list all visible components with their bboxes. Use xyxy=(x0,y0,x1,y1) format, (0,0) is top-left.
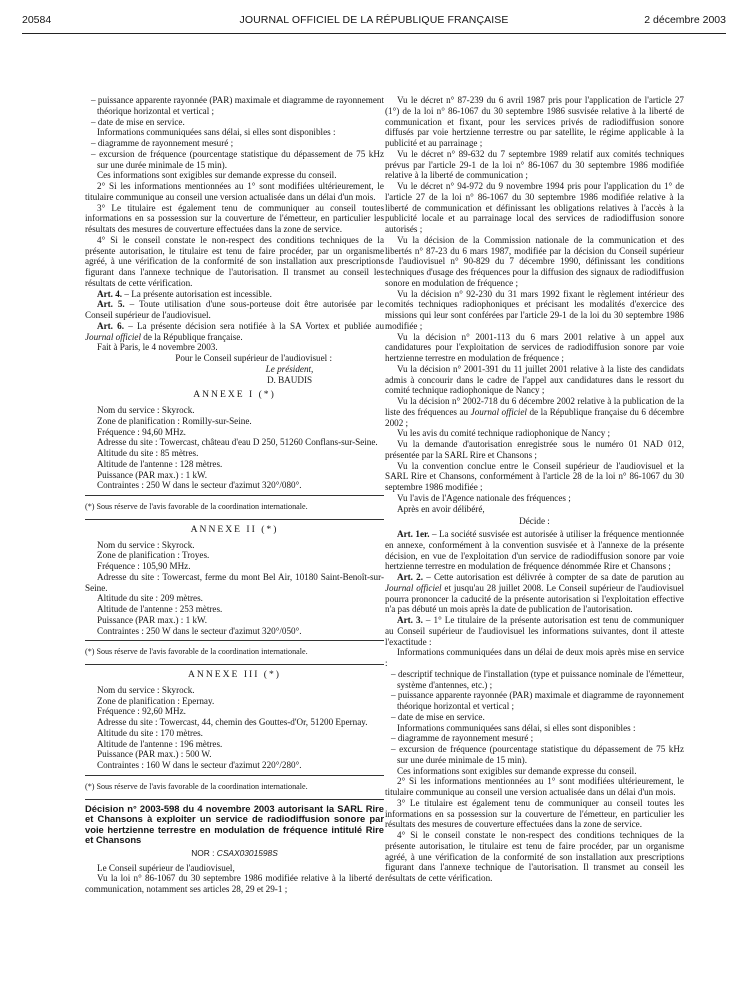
article-label: Art. 4. xyxy=(97,288,123,299)
dash-item: – diagramme de rayonnement mesuré ; xyxy=(391,733,534,744)
article-label: Art. 1er. xyxy=(397,529,430,539)
fait-line: Fait à Paris, le 4 novembre 2003. xyxy=(97,342,218,353)
article-text: – La présente décision sera notifiée à la SA Vortex et publiée au xyxy=(124,320,384,331)
article-text: – Toute utilisation d'une sous-porteuse doit être autorisée par le Conseil supérieur de l'audiovisuel. xyxy=(85,299,384,320)
annex-line: Altitude du site : 170 mètres. xyxy=(97,727,203,738)
article-label: Art. 3. xyxy=(397,615,423,625)
annex-line: Zone de planification : Troyes. xyxy=(97,550,210,561)
annex-line: Fréquence : 92,60 MHz. xyxy=(97,706,186,717)
vu-paragraph: Vu les avis du comité technique radiophonique de Nancy ; xyxy=(397,428,611,439)
paragraph: Informations communiquées dans un délai de deux mois après mise en service : xyxy=(385,647,684,668)
article-5 xyxy=(85,299,384,321)
paragraph: Ces informations sont exigibles sur demande expresse du conseil. xyxy=(97,170,337,181)
annex-line: Contraintes : 250 W dans le secteur d'azimut 320°/080°. xyxy=(97,480,302,491)
decide-heading: Décide : xyxy=(519,516,550,527)
annex-footnote: (*) Sous réserve de l'avis favorable de la coordination internationale. xyxy=(85,781,308,791)
separator-rule xyxy=(85,664,384,665)
annex-line: Altitude du site : 209 mètres. xyxy=(97,593,203,604)
page-header xyxy=(22,14,726,30)
article-text: – La présente autorisation est incessible. xyxy=(122,288,272,299)
article-label: Art. 6. xyxy=(97,320,125,331)
annex-title: ANNEXE III (*) xyxy=(187,669,281,680)
paragraph: Le Conseil supérieur de l'audiovisuel, xyxy=(97,862,235,873)
article-6 xyxy=(85,321,384,343)
paragraph: Informations communiquées sans délai, si elles sont disponibles : xyxy=(397,722,636,733)
annex-line: Adresse du site : Towercast, 44, chemin des Gouttes-d'Or, 51200 Epernay. xyxy=(97,717,368,727)
annex-line: Nom du service : Skyrock. xyxy=(97,539,195,550)
page-number: 20584 xyxy=(22,14,52,26)
annex-line: Nom du service : Skyrock. xyxy=(97,405,195,415)
article-text: – Cette autorisation est délivrée à compter de sa date de parution au xyxy=(423,572,684,582)
signatory: D. BAUDIS xyxy=(266,374,313,385)
president-title: Le président, xyxy=(265,363,314,374)
pour-line: Pour le Conseil supérieur de l'audiovisuel : xyxy=(175,353,332,363)
article-text: et jusqu'au 28 juillet 2008. Le Conseil supérieur de l'audiovisuel pourra prononcer la caducité de la présente autorisation si l'exploitation effective n'a pas débuté un mois après la date de publication de l'autorisation. xyxy=(385,582,684,615)
annex-line: Puissance (PAR max.) : 1 kW. xyxy=(97,469,208,480)
vu-paragraph: Vu la décision n° 2001-391 du 11 juillet 2001 relative à la liste des candidats admis à concourir dans le cadre de l'appel aux candidatures dans le ressort du comité technique radiophonique de Nancy ; xyxy=(385,363,684,396)
journal-name: Journal officiel xyxy=(385,582,442,593)
paragraph: 2° Si les informations mentionnées au 1° sont modifiées ultérieurement, le titulaire communique au conseil une version actualisée dans un délai d'un mois. xyxy=(385,776,684,797)
separator-rule xyxy=(85,799,384,800)
annex-line: Fréquence : 94,60 MHz. xyxy=(97,426,186,437)
annex-line: Altitude de l'antenne : 128 mètres. xyxy=(97,458,223,469)
dash-item: – puissance apparente rayonnée (PAR) maximale et diagramme de rayonnement théorique horizontal et vertical ; xyxy=(91,95,384,116)
paragraph: Ces informations sont exigibles sur demande expresse du conseil. xyxy=(397,765,637,776)
dash-item: – date de mise en service. xyxy=(91,116,185,127)
article-label: Art. 5. xyxy=(97,299,125,310)
article-3 xyxy=(385,615,684,647)
dash-item: – excursion de fréquence (pourcentage statistique du dépassement de 75 kHz sur une durée minimale de 15 min). xyxy=(91,148,384,170)
journal-title: JOURNAL OFFICIEL DE LA RÉPUBLIQUE FRANÇAISE xyxy=(239,14,509,26)
nor-code: CSAX0301598S xyxy=(216,847,278,858)
separator-rule xyxy=(85,495,384,496)
annex-line: Fréquence : 105,90 MHz. xyxy=(97,561,191,571)
paragraph: 3° Le titulaire est également tenu de communiquer au conseil toutes les informations en sa possession sur la couverture de l'émetteur, en particulier les résultats des mesures de couverture effectuées dans la zone de service. xyxy=(385,797,684,830)
dash-item: – puissance apparente rayonnée (PAR) maximale et diagramme de rayonnement théorique horizontal et vertical ; xyxy=(391,690,684,711)
journal-name: Journal officiel xyxy=(470,406,527,417)
paragraph: 3° Le titulaire est également tenu de communiquer au conseil toutes informations en sa possession sur la couverture de l'émetteur, en particulier les résultats des mesures de couverture effectuées dans la zone de service. xyxy=(85,202,384,234)
left-column xyxy=(85,95,384,975)
right-column xyxy=(385,95,684,975)
dash-item: – excursion de fréquence (pourcentage statistique du dépassement de 75 kHz sur une durée minimale de 15 min). xyxy=(391,744,684,765)
article-1 xyxy=(385,529,684,572)
vu-paragraph: Vu la décision n° 92-230 du 31 mars 1992 fixant le règlement intérieur des comités techniques radiophoniques et précisant les modalités d'exercice des missions qui leur sont conférées par l'article 29-1 de la loi du 30 septembre 1986 modifiée ; xyxy=(385,288,684,331)
annex-footnote: (*) Sous réserve de l'avis favorable de la coordination internationale. xyxy=(85,647,308,657)
annex-title: ANNEXE I (*) xyxy=(193,389,276,401)
issue-date: 2 décembre 2003 xyxy=(644,14,726,26)
dash-item: – diagramme de rayonnement mesuré ; xyxy=(91,138,234,148)
article-text: de la République française. xyxy=(141,331,243,342)
article-label: Art. 2. xyxy=(397,572,424,582)
separator-rule xyxy=(85,640,384,641)
nor-label: NOR : xyxy=(191,847,217,858)
article-text: – La société susvisée est autorisée à utiliser la fréquence mentionnée en annexe, conformément à la convention susvisée et à l'annexe de la présente décision, en vue de l'exploitation d'un service de radiodiffusion sonore par voie hertzienne terrestre en modulation de fréquence dénommée Rire et Chansons ; xyxy=(385,529,684,572)
article-4 xyxy=(85,289,384,300)
annex-line: Zone de planification : Epernay. xyxy=(97,695,215,706)
article-text: – 1° Le titulaire de la présente autorisation est tenu de communiquer au Conseil supérieur de l'audiovisuel les informations suivantes, dont il atteste l'exactitude : xyxy=(385,615,684,647)
dash-item: – descriptif technique de l'installation (type et puissance nominale de l'émetteur, système d'antennes, etc.) ; xyxy=(391,668,684,690)
vu-paragraph: Vu la convention conclue entre le Conseil supérieur de l'audiovisuel et la SARL Rire et Chansons, conformément à l'article 28 de la loi n° 86-1067 du 30 septembre 1986 modifiée ; xyxy=(385,460,684,492)
vu-paragraph xyxy=(385,396,684,428)
nor-reference xyxy=(85,848,384,859)
annex-line: Altitude de l'antenne : 253 mètres. xyxy=(97,604,223,614)
separator-rule xyxy=(85,519,384,520)
paragraph: 4° Si le conseil constate le non-respect des conditions techniques de la présente autorisation, le titulaire est tenu de faire procéder, par un organisme agréé, à une vérification de la conformité de son installation aux prescriptions figurant dans l'annexe technique de l'autorisation. Il transmet au conseil les résultats de cette vérification. xyxy=(85,234,384,288)
header-rule xyxy=(22,33,726,34)
vu-text: Vu la décision n° 2002-718 du 6 décembre 2002 relative à la publication de la liste des fréquences au xyxy=(385,396,684,417)
annex-line: Altitude de l'antenne : 196 mètres. xyxy=(97,738,223,749)
vu-paragraph: Vu l'avis de l'Agence nationale des fréquences ; xyxy=(397,492,571,503)
vu-paragraph: Vu le décret n° 87-239 du 6 avril 1987 pris pour l'application de l'article 27 (1°) de la loi n° 86-1067 du 30 septembre 1986 susvisée relative à la liberté de communication et fixant, pour les services privés de radiodiffusion sonore diffusés par voie hertzienne terrestre ou par satellite, le régime applicable à la publicité et au parrainage ; xyxy=(385,95,684,148)
annex-line: Puissance (PAR max.) : 500 W. xyxy=(97,749,212,760)
vu-paragraph: Vu la décision de la Commission nationale de la communication et des libertés n° 87-23 du 6 mars 1987, modifiée par la décision du Conseil supérieur de l'audiovisuel n° 90-829 du 7 décembre 1990, définissant les conditions techniques d'usage des fréquences pour la diffusion des signaux de radiodiffusion sonore en modulation de fréquence ; xyxy=(385,234,684,288)
paragraph: Informations communiquées sans délai, si elles sont disponibles : xyxy=(97,127,336,138)
paragraph: 4° Si le conseil constate le non-respect des conditions techniques de la présente autorisation, le titulaire est tenu de faire procéder, par un organisme agréé, à une vérification de la conformité de son installation aux prescriptions figurant dans l'annexe technique de l'autorisation. Il transmet au conseil les résultats de cette vérification. xyxy=(385,830,684,883)
vu-paragraph: Vu la demande d'autorisation enregistrée sous le numéro 01 NAD 012, présentée par la SARL Rire et Chansons ; xyxy=(385,439,684,460)
annex-line: Adresse du site : Towercast, château d'eau D 250, 51260 Conflans-sur-Seine. xyxy=(97,437,378,448)
vu-paragraph: Vu la décision n° 2001-113 du 6 mars 2001 relative à un appel aux candidatures pour l'exploitation de services de radiodiffusion sonore par voie hertzienne terrestre en modulation de fréquence ; xyxy=(385,331,684,363)
vu-paragraph: Après en avoir délibéré, xyxy=(397,503,485,514)
annex-line: Zone de planification : Romilly-sur-Seine. xyxy=(97,415,252,426)
annex-footnote: (*) Sous réserve de l'avis favorable de la coordination internationale. xyxy=(85,502,308,511)
paragraph: Vu la loi n° 86-1067 du 30 septembre 1986 modifiée relative à la liberté de communication, notamment ses articles 28, 29 et 29-1 ; xyxy=(85,873,384,895)
annex-line: Puissance (PAR max.) : 1 kW. xyxy=(97,614,208,625)
vu-text: de la République française du 6 décembre 2002 ; xyxy=(385,406,684,428)
annex-title: ANNEXE II (*) xyxy=(190,523,279,535)
dash-item: – date de mise en service. xyxy=(391,711,485,722)
journal-name: Journal officiel xyxy=(85,331,142,342)
decision-title: Décision n° 2003-598 du 4 novembre 2003 autorisant la SARL Rire et Chansons à exploiter un service de radiodiffusion sonore par voie hertzienne terrestre en modulation de fréquence intitulé Rire et Chansons xyxy=(85,802,384,846)
annex-line: Nom du service : Skyrock. xyxy=(97,684,195,695)
vu-paragraph: Vu le décret n° 89-632 du 7 septembre 1989 relatif aux comités techniques prévus par l'article 29-1 de la loi n° 86-1067 du 30 septembre 1986 modifiée relative à la liberté de communication ; xyxy=(385,148,684,181)
annex-line: Contraintes : 160 W dans le secteur d'azimut 220°/280°. xyxy=(97,760,302,770)
article-2 xyxy=(385,572,684,615)
separator-rule xyxy=(85,775,384,776)
annex-line: Adresse du site : Towercast, ferme du mont Bel Air, 10180 Saint-Benoît-sur-Seine. xyxy=(85,571,384,593)
annex-line: Contraintes : 250 W dans le secteur d'azimut 320°/050°. xyxy=(97,625,302,636)
paragraph: 2° Si les informations mentionnées au 1° sont modifiées ultérieurement, le titulaire communique au conseil une version actualisée dans un délai d'un mois. xyxy=(85,181,384,202)
annex-line: Altitude du site : 85 mètres. xyxy=(97,448,199,458)
vu-paragraph: Vu le décret n° 94-972 du 9 novembre 1994 pris pour l'application du 1° de l'article 27 de la loi n° 86-1067 du 30 septembre 1986 modifiée relative à la liberté de communication et définissant les obligations relatives à l'accès à la publicité locale et au parrainage local des services de radiodiffusion sonore autorisés ; xyxy=(385,181,684,234)
